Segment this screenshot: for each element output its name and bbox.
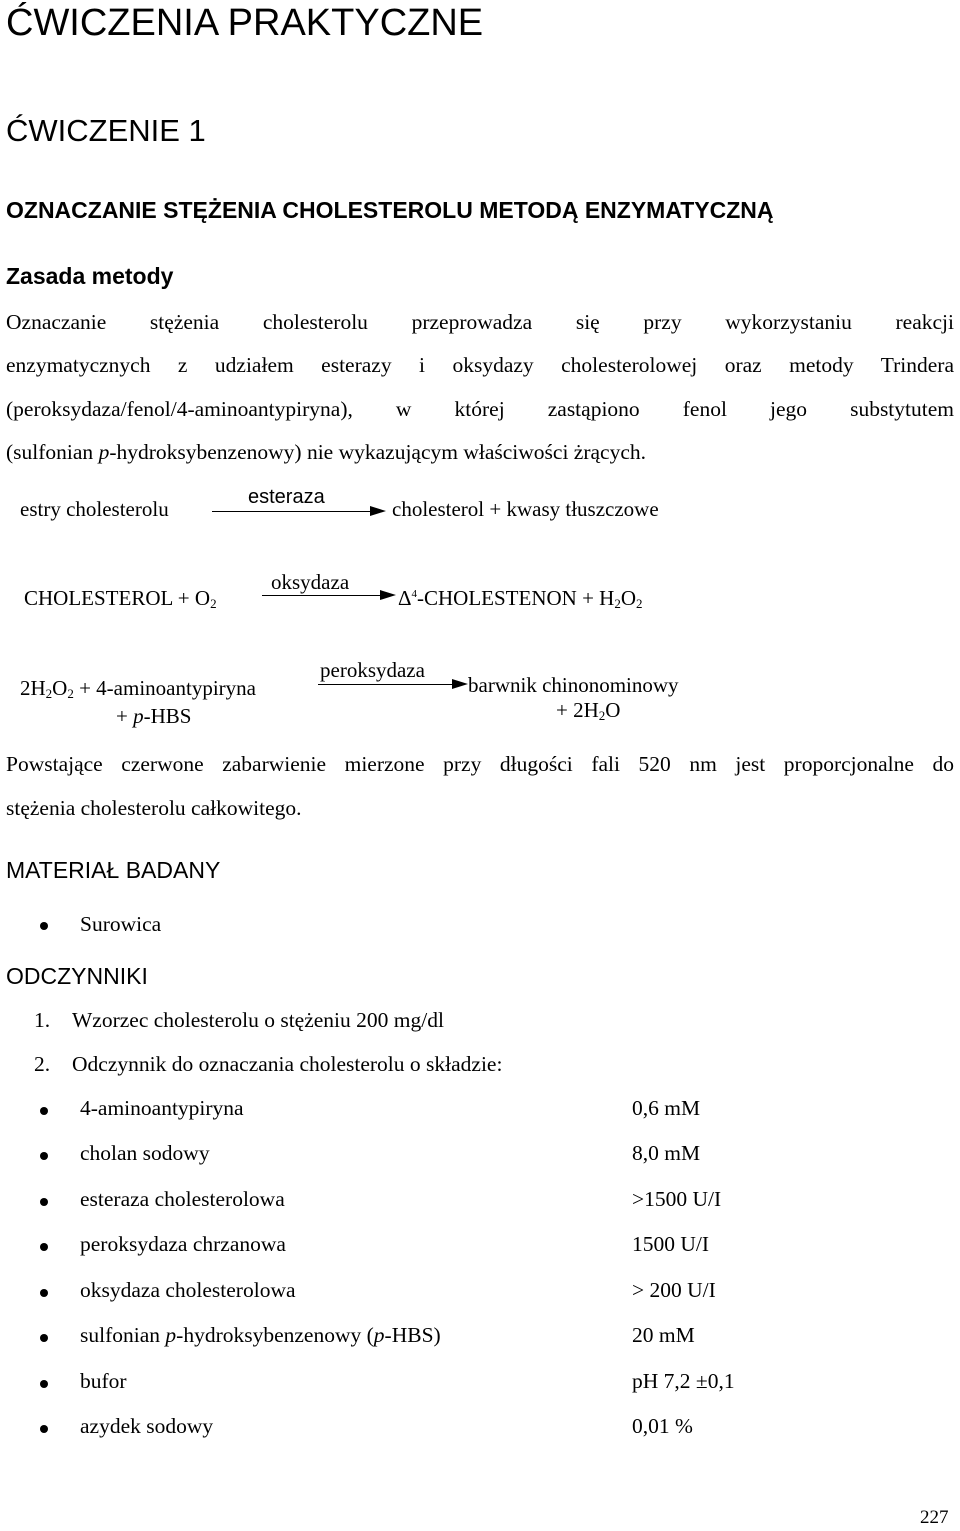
- principle-line-4: (sulfonian p-hydroksybenzenowy) nie wykazującym właściwości żrących.: [6, 440, 647, 464]
- bullet-icon: [40, 1380, 48, 1388]
- reaction1-enzyme: esteraza: [248, 486, 325, 508]
- measurement-line-2: stężenia cholesterolu całkowitego.: [6, 796, 302, 820]
- composition-name: peroksydaza chrzanowa: [80, 1232, 286, 1256]
- composition-value: 1500 U/I: [632, 1232, 710, 1256]
- principle-line-3: (peroksydaza/fenol/4-aminoantypiryna), w której zastąpiono fenol jego substytutem: [6, 397, 954, 421]
- reaction3-substrates: $2H_2O_2$ + 4-aminoantypiryna: [20, 676, 256, 701]
- topic-heading: OZNACZANIE STĘŻENIA CHOLESTEROLU METODĄ ENZYMATYCZNĄ: [6, 197, 774, 223]
- reaction3-product: barwnik chinonominowy: [468, 673, 679, 697]
- composition-value: pH 7,2 ±0,1: [632, 1369, 735, 1393]
- material-heading: MATERIAŁ BADANY: [6, 857, 221, 883]
- bullet-icon: [40, 1198, 48, 1206]
- composition-value: 0,6 mM: [632, 1096, 701, 1120]
- bullet-icon: [40, 1425, 48, 1433]
- reaction2-enzyme: oksydaza: [271, 570, 350, 594]
- composition-name: oksydaza cholesterolowa: [80, 1278, 296, 1302]
- reagent-item: Odczynnik do oznaczania cholesterolu o składzie:: [72, 1052, 503, 1076]
- principle-line-2: enzymatycznych z udziałem esterazy i oksydazy cholesterolowej oraz metody Trindera: [6, 353, 954, 377]
- bullet-icon: [40, 1152, 48, 1160]
- composition-value: >1500 U/I: [632, 1187, 722, 1211]
- bullet-icon: [40, 1243, 48, 1251]
- principle-heading: Zasada metody: [6, 263, 174, 289]
- reaction3-enzyme: peroksydaza: [320, 658, 425, 682]
- composition-name: 4-aminoantypiryna: [80, 1096, 244, 1120]
- reaction1-substrate: estry cholesterolu: [20, 497, 169, 521]
- exercise-heading: ĆWICZENIE 1: [6, 113, 206, 148]
- composition-name: esteraza cholesterolowa: [80, 1187, 285, 1211]
- composition-name: azydek sodowy: [80, 1414, 214, 1438]
- composition-value: 8,0 mM: [632, 1141, 701, 1165]
- reagent-item: Wzorzec cholesterolu o stężeniu 200 mg/dl: [72, 1008, 444, 1032]
- page-title: ĆWICZENIA PRAKTYCZNE: [6, 2, 484, 44]
- reagent-number: 2.: [34, 1052, 51, 1076]
- composition-name: sulfonian p-hydroksybenzenowy (p-HBS): [80, 1323, 441, 1347]
- composition-value: 20 mM: [632, 1323, 695, 1347]
- composition-name: bufor: [80, 1369, 127, 1393]
- composition-value: > 200 U/I: [632, 1278, 716, 1302]
- material-item: Surowica: [80, 912, 162, 936]
- principle-line-1: Oznaczanie stężenia cholesterolu przeprowadza się przy wykorzystaniu reakcji: [6, 310, 954, 334]
- reaction3-product-line2: + $2H_2O$: [556, 698, 621, 723]
- bullet-icon: [40, 1107, 48, 1115]
- measurement-line-1: Powstające czerwone zabarwienie mierzone przy długości fali 520 nm jest proporcjonalne do: [6, 752, 954, 776]
- reaction3-substrates-line2: + p-HBS: [116, 704, 192, 728]
- reaction1-products: cholesterol + kwasy tłuszczowe: [392, 497, 659, 521]
- reagent-number: 1.: [34, 1008, 51, 1032]
- reaction2-substrates: CHOLESTEROL + $O_2$: [24, 586, 217, 611]
- reaction2-products: $\Delta^4$-CHOLESTENON + $H_2O_2$: [398, 586, 643, 611]
- composition-name: cholan sodowy: [80, 1141, 210, 1165]
- composition-value: 0,01 %: [632, 1414, 693, 1438]
- page-number: 227: [920, 1507, 949, 1528]
- reagents-heading: ODCZYNNIKI: [6, 963, 148, 989]
- bullet-icon: [40, 1334, 48, 1342]
- bullet-icon: [40, 1289, 48, 1297]
- bullet-icon: [40, 922, 48, 930]
